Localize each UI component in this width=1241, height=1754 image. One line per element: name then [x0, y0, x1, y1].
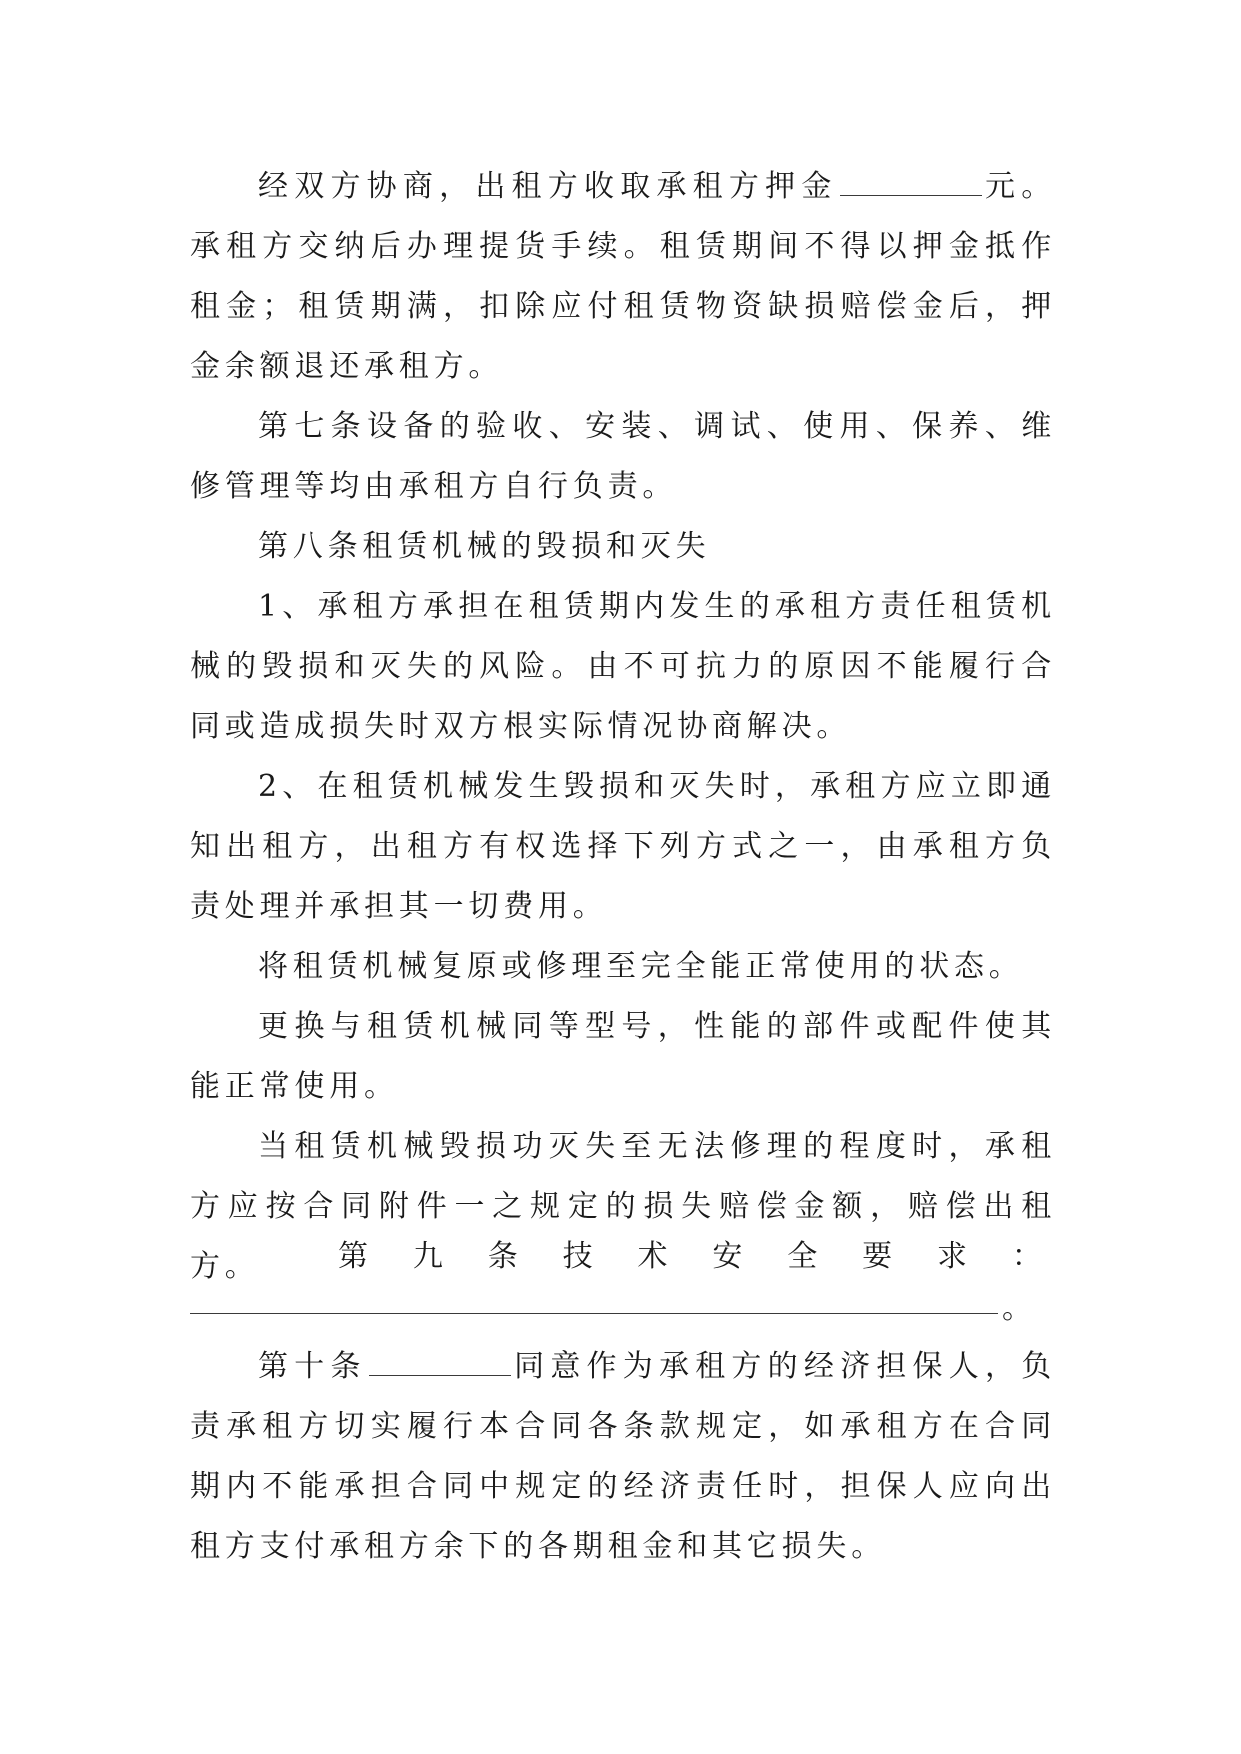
article-10-text-before: 第十条 [258, 1349, 367, 1384]
article-10-text-after: 同意作为承租方的经济担保人，负责承租方切实履行本合同各条款规定，如承租方在合同期内不能承担合同中规定的经济责任时，担保人应向出租方支付承租方余下的各期租金和其它损失。 [190, 1349, 1056, 1564]
option-replace-paragraph: 更换与租赁机械同等型号，性能的部件或配件使其能正常使用。 [190, 1009, 1056, 1104]
deposit-text-after: 元。承租方交纳后办理提货手续。租赁期间不得以押金抵作租金；租赁期满，扣除应付租赁物资缺损赔偿金后，押金余额退还承租方。 [190, 169, 1056, 384]
article-9-end-mark: 。 [1002, 1291, 1032, 1326]
article-9-char: 全 [787, 1239, 818, 1274]
article-9-fill-line [190, 1279, 1056, 1339]
option-compensate-paragraph: 当租赁机械毁损功灭失至无法修理的程度时，承租方应按合同附件一之规定的损失赔偿金额，赔偿出租方。 [190, 1129, 1056, 1284]
article-8-heading: 第八条租赁机械的毁损和灭失 [258, 529, 711, 564]
article-8-clause-1: 1、承租方承担在租赁期内发生的承租方责任租赁机械的毁损和灭失的风险。由不可抗力的原因不能履行合同或造成损失时双方根实际情况协商解决。 [190, 589, 1056, 744]
deposit-paragraph [190, 157, 1056, 397]
deposit-text-before: 经双方协商，出租方收取承租方押金 [258, 169, 838, 204]
article-9-char: 求 [937, 1239, 967, 1274]
article-8-clause-2: 2、在租赁机械发生毁损和灭失时，承租方应立即通知出租方，出租方有权选择下列方式之一，由承租方负责处理并承担其一切费用。 [190, 769, 1056, 924]
article-9-char: ： [1011, 1239, 1042, 1274]
article-9-char: 术 [637, 1239, 668, 1274]
article-9-heading [190, 1227, 1056, 1287]
article-9-char: 安 [712, 1239, 743, 1274]
article-10-paragraph [190, 1337, 1056, 1577]
article-9-char: 第 [338, 1239, 368, 1274]
article-9-blank [190, 1313, 998, 1314]
option-restore-paragraph: 将租赁机械复原或修理至完全能正常使用的状态。 [258, 949, 1024, 984]
deposit-amount-blank [840, 165, 982, 196]
guarantor-name-blank [369, 1345, 511, 1376]
article-7-paragraph: 第七条设备的验收、安装、调试、使用、保养、维修管理等均由承租方自行负责。 [190, 409, 1056, 504]
article-9-char: 九 [412, 1239, 443, 1274]
article-9-block [190, 1227, 1056, 1339]
article-9-char: 要 [862, 1239, 893, 1274]
article-9-char: 条 [487, 1239, 518, 1274]
article-9-char: 技 [562, 1239, 593, 1274]
